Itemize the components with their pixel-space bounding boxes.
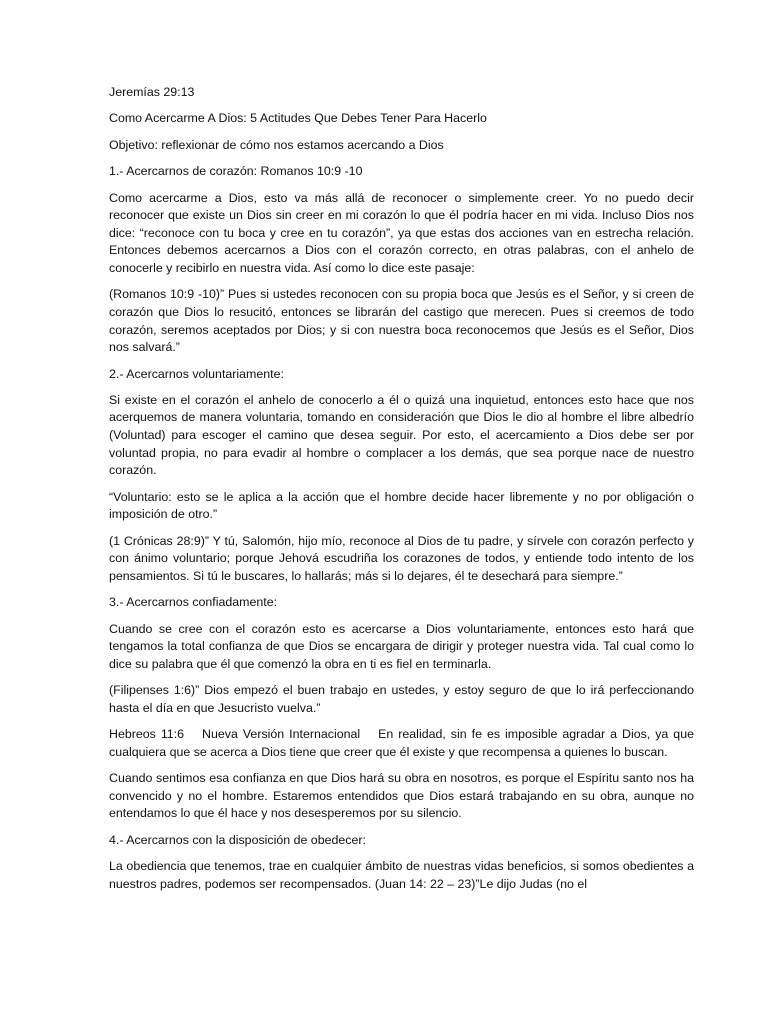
document-title: Como Acercarme A Dios: 5 Actitudes Que Debes Tener Para Hacerlo [109, 111, 487, 126]
section-2-paragraph-2: “Voluntario: esto se le aplica a la acción que el hombre decide hacer libremente y no por obligación o imposición de otro.” [109, 489, 694, 522]
hebrews-reference: Hebreos 11:6 [109, 727, 185, 742]
section-2-paragraph-3: (1 Crónicas 28:9)” Y tú, Salomón, hijo mío, reconoce al Dios de tu padre, y sírvele con corazón perfecto y con ánimo voluntario; porque Jehová escudriña los corazones de todos, y entiende todo intento de los pensamientos. Si tú le buscares, lo hallarás; más si lo dejares, él te desechará para siempre.” [109, 533, 694, 583]
section-2-paragraph-1: Si existe en el corazón el anhelo de conocerlo a él o quizá una inquietud, entonces esto hace que nos acerquemos de manera voluntaria, tomando en consideración que Dios le dio al hombre el libre albedrío (Voluntad) para escoger el camino que desea seguir. Por esto, el acercamiento a Dios debe ser por voluntad propia, no para evadir al hombre o complacer a los demás, que sea porque nace de nuestro corazón. [109, 392, 694, 478]
section-3-paragraph-4: Cuando sentimos esa confianza en que Dios hará su obra en nosotros, es porque el Espíritu santo nos ha convencido y no el hombre. Estaremos entendidos que Dios estará trabajando en su obra, aunque no entendamos lo que él hace y nos desesperemos por su silencio. [109, 771, 694, 821]
section-3-paragraph-3 [109, 726, 694, 761]
document-page [109, 84, 694, 902]
section-4-heading: 4.- Acercarnos con la disposición de obedecer: [109, 832, 366, 847]
section-3-heading: 3.- Acercarnos confiadamente: [109, 595, 278, 610]
section-1-paragraph-1: Como acercarme a Dios, esto va más allá de reconocer o simplemente creer. Yo no puedo decir reconocer que existe un Dios sin creer en mi corazón lo que él podría hacer en mi vida. Incluso Dios nos dice: “reconoce con tu boca y cree en tu corazón”, ya que estas dos acciones van en estrecha relación. Entonces debemos acercarnos a Dios con el corazón correcto, en otras palabras, con el anhelo de conocerle y recibirlo en nuestra vida. Así como lo dice este pasaje: [109, 190, 694, 275]
section-1-paragraph-2: (Romanos 10:9 -10)” Pues si ustedes reconocen con su propia boca que Jesús es el Señor, y si creen de corazón que Dios lo resucitó, entonces se librarán del castigo que merecen. Pues si creemos de todo corazón, seremos aceptados por Dios; y si con nuestra boca reconocemos que Jesús es el Señor, Dios nos salvará.” [109, 287, 694, 355]
section-3-paragraph-2: (Filipenses 1:6)” Dios empezó el buen trabajo en ustedes, y estoy seguro de que lo irá perfeccionando hasta el día en que Jesucristo vuelva.” [109, 683, 694, 715]
objective-line: Objetivo: reflexionar de cómo nos estamos acercando a Dios [109, 137, 444, 152]
section-2-heading: 2.- Acercarnos voluntariamente: [109, 366, 284, 381]
section-4-paragraph-1: La obediencia que tenemos, trae en cualquier ámbito de nuestras vidas beneficios, si somos obedientes a nuestros padres, podemos ser recompensados. (Juan 14: 22 – 23)”Le dijo Judas (no el [109, 859, 694, 891]
bible-version: Nueva Versión Internacional [202, 727, 361, 742]
section-3-paragraph-1: Cuando se cree con el corazón esto es acercarse a Dios voluntariamente, entonces esto hará que tengamos la total confianza de que Dios se encargara de dirigir y proteger nuestra vida. Tal cual como lo dice su palabra que él que comenzó la obra en ti es fiel en terminarla. [109, 621, 694, 671]
hebrews-text: En realidad, sin fe es imposible agradar a Dios, ya que cualquiera que se acerca a Dios tiene que creer que él existe y que recompensa a quienes lo buscan. [109, 727, 694, 759]
section-1-heading: 1.- Acercarnos de corazón: Romanos 10:9 -10 [109, 164, 363, 179]
scripture-reference: Jeremías 29:13 [109, 85, 195, 99]
